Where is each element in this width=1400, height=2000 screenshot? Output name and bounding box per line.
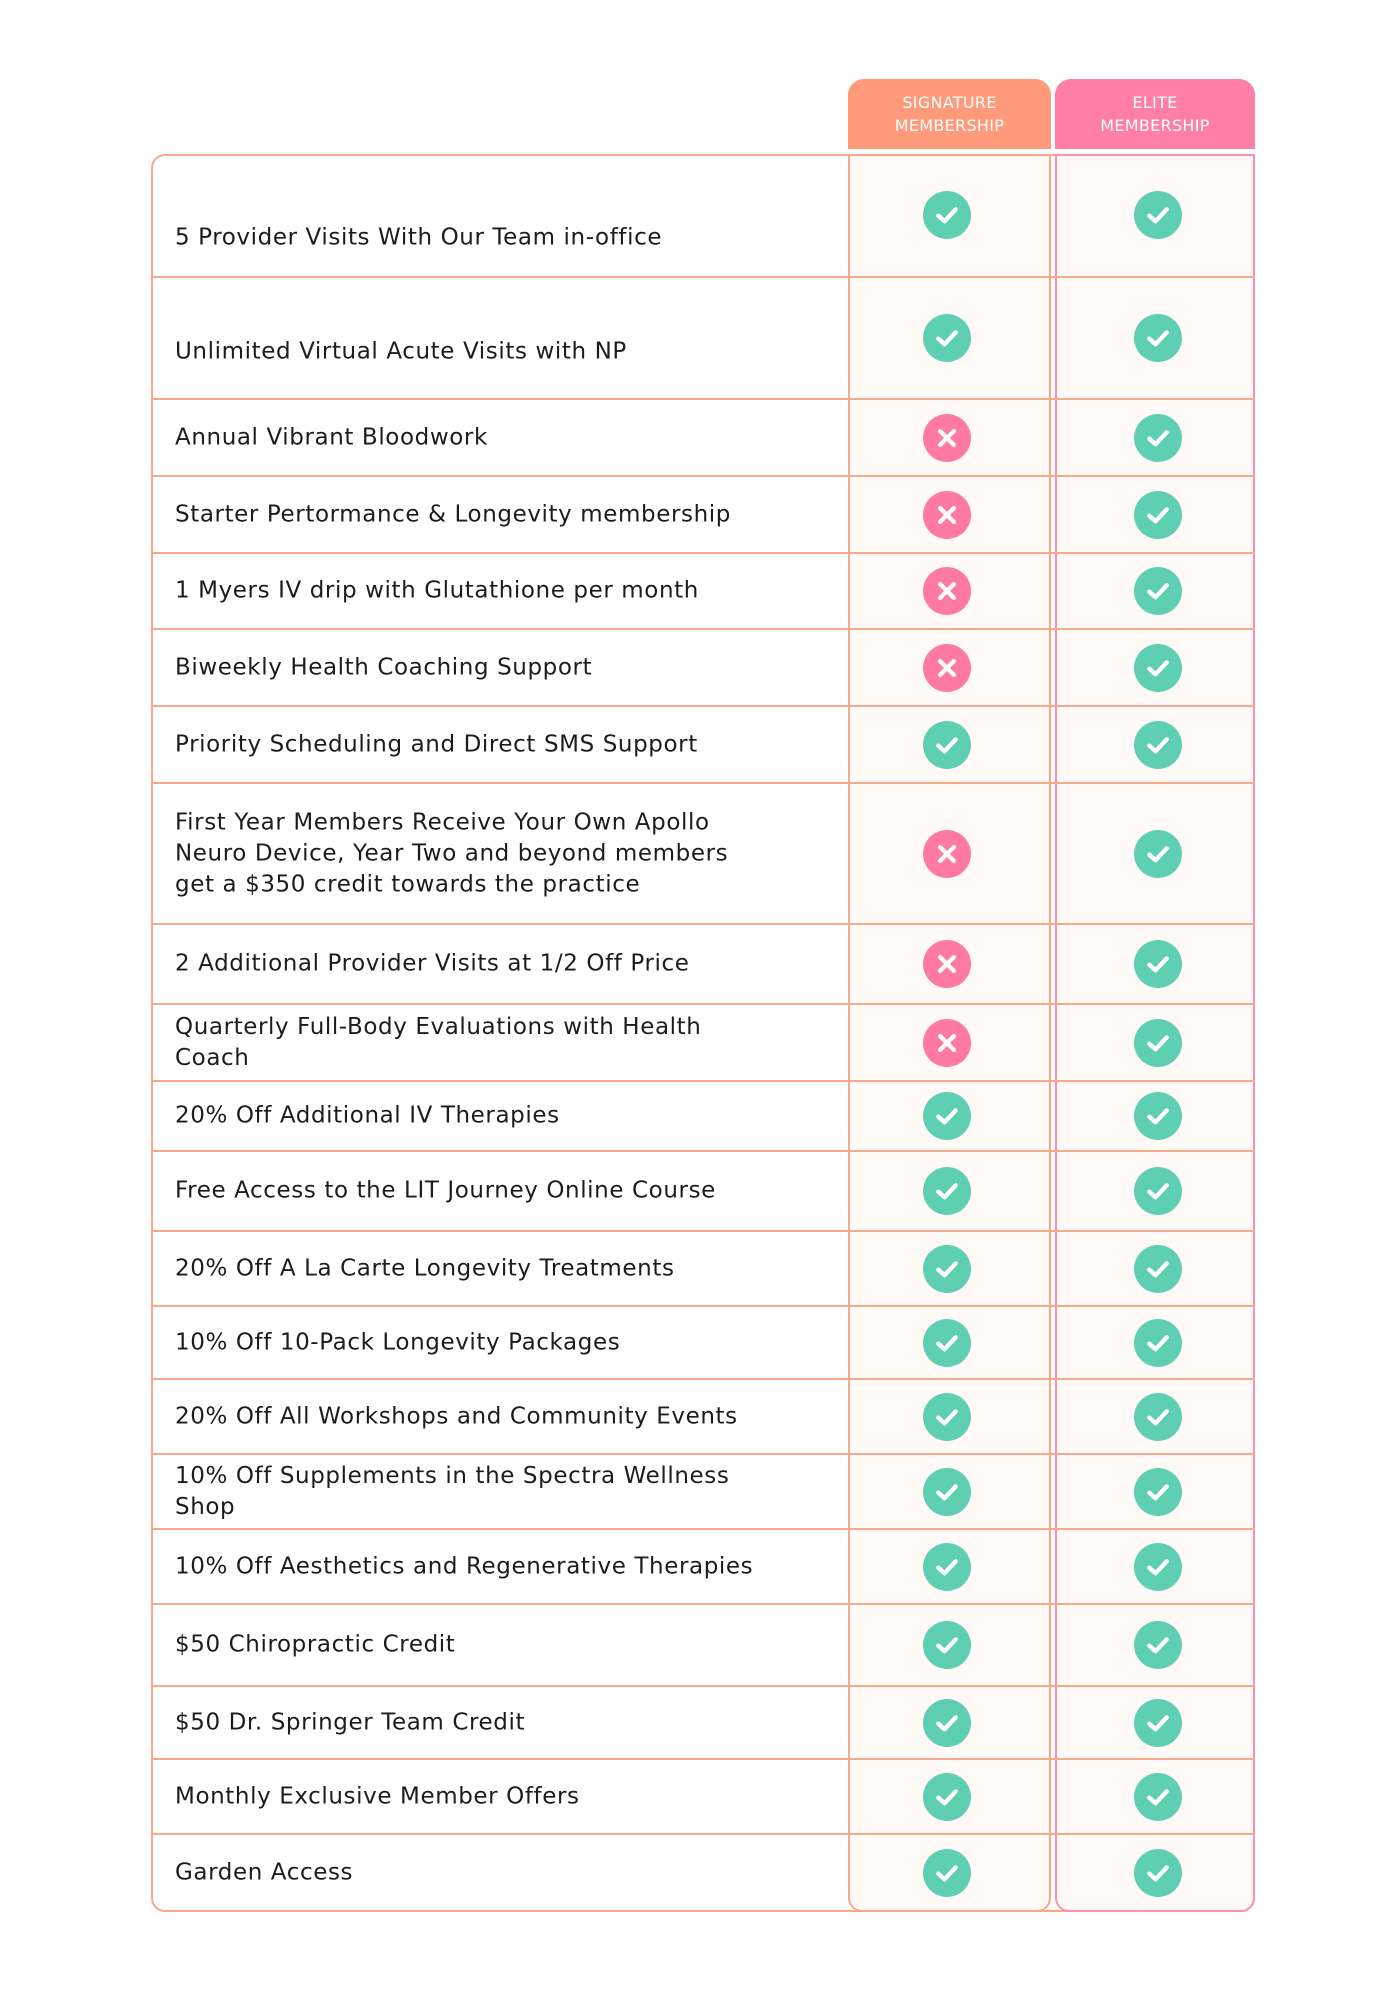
- x-icon: [923, 491, 971, 539]
- table-row: [151, 784, 1255, 925]
- check-icon: [1134, 1849, 1182, 1897]
- check-icon: [923, 1849, 971, 1897]
- check-icon: [1134, 1019, 1182, 1067]
- table-row: [151, 1760, 1255, 1835]
- feature-label: Biweekly Health Coaching Support: [175, 654, 593, 680]
- check-icon: [1134, 1543, 1182, 1591]
- check-icon: [923, 1543, 971, 1591]
- table-row: [151, 1152, 1255, 1232]
- feature-label: 10% Off Supplements in the Spectra Wellness Shop: [175, 1462, 730, 1520]
- feature-label: First Year Members Receive Your Own Apollo Neuro Device, Year Two and beyond members get a $350 credit towards the practice: [175, 809, 729, 897]
- table-row: [151, 1082, 1255, 1152]
- x-icon: [923, 940, 971, 988]
- check-icon: [1134, 1621, 1182, 1669]
- signature-header-label: SIGNATURE MEMBERSHIP: [894, 93, 1005, 135]
- feature-label: Garden Access: [175, 1859, 354, 1885]
- check-icon: [923, 1468, 971, 1516]
- feature-label: 5 Provider Visits With Our Team in-office: [175, 224, 663, 251]
- check-icon: [1134, 721, 1182, 769]
- feature-label: Unlimited Virtual Acute Visits with NP: [175, 338, 627, 365]
- table-row: [151, 1687, 1255, 1760]
- check-icon: [1134, 1393, 1182, 1441]
- table-row: [151, 1005, 1255, 1082]
- table-row: [151, 707, 1255, 784]
- table-row: [151, 477, 1255, 554]
- check-icon: [1134, 940, 1182, 988]
- check-icon: [923, 1245, 971, 1293]
- check-icon: [1134, 644, 1182, 692]
- check-icon: [1134, 1773, 1182, 1821]
- elite-header-label: ELITE MEMBERSHIP: [1100, 93, 1210, 135]
- feature-label: Annual Vibrant Bloodwork: [175, 424, 488, 450]
- feature-label: 20% Off Additional IV Therapies: [175, 1102, 560, 1129]
- check-icon: [1134, 191, 1182, 239]
- feature-label: Monthly Exclusive Member Offers: [175, 1783, 580, 1809]
- feature-label: Quarterly Full-Body Evaluations with Health Coach: [175, 1013, 702, 1071]
- check-icon: [1134, 1699, 1182, 1747]
- x-icon: [923, 1019, 971, 1067]
- table-row: [151, 1455, 1255, 1530]
- check-icon: [1134, 830, 1182, 878]
- check-icon: [923, 1773, 971, 1821]
- elite-membership-header: [1055, 79, 1255, 149]
- check-icon: [923, 1092, 971, 1140]
- x-icon: [923, 567, 971, 615]
- feature-label: Starter Pertormance & Longevity membership: [175, 501, 731, 527]
- feature-label: 2 Additional Provider Visits at 1/2 Off Price: [175, 950, 690, 977]
- check-icon: [1134, 1319, 1182, 1367]
- check-icon: [923, 1393, 971, 1441]
- table-row: [151, 400, 1255, 477]
- x-icon: [923, 644, 971, 692]
- feature-label: Free Access to the LIT Journey Online Course: [175, 1177, 716, 1204]
- check-icon: [1134, 567, 1182, 615]
- check-icon: [923, 1621, 971, 1669]
- table-row: [151, 1530, 1255, 1605]
- table-row: [151, 1835, 1255, 1910]
- feature-label: 1 Myers IV drip with Glutathione per month: [175, 577, 699, 604]
- feature-label: Priority Scheduling and Direct SMS Support: [175, 731, 698, 757]
- check-icon: [923, 1167, 971, 1215]
- check-icon: [1134, 1245, 1182, 1293]
- check-icon: [923, 314, 971, 362]
- check-icon: [923, 721, 971, 769]
- feature-label: $50 Dr. Springer Team Credit: [175, 1709, 526, 1735]
- table-row: [151, 630, 1255, 707]
- feature-label: 20% Off A La Carte Longevity Treatments: [175, 1255, 675, 1281]
- table-row: [151, 1605, 1255, 1687]
- table-row: [151, 278, 1255, 400]
- check-icon: [1134, 1468, 1182, 1516]
- check-icon: [1134, 1092, 1182, 1140]
- table-row: [151, 554, 1255, 630]
- table-row: [151, 1307, 1255, 1380]
- table-row: [151, 154, 1255, 278]
- feature-label: 10% Off Aesthetics and Regenerative Therapies: [175, 1553, 754, 1579]
- check-icon: [1134, 414, 1182, 462]
- signature-membership-header: [848, 79, 1051, 149]
- feature-label: 10% Off 10-Pack Longevity Packages: [175, 1329, 621, 1355]
- table-row: [151, 925, 1255, 1005]
- feature-label: $50 Chiropractic Credit: [175, 1631, 456, 1658]
- feature-label: 20% Off All Workshops and Community Events: [175, 1403, 738, 1429]
- check-icon: [923, 1699, 971, 1747]
- table-row: [151, 1232, 1255, 1307]
- x-icon: [923, 830, 971, 878]
- check-icon: [1134, 491, 1182, 539]
- check-icon: [1134, 314, 1182, 362]
- check-icon: [923, 1319, 971, 1367]
- check-icon: [923, 191, 971, 239]
- x-icon: [923, 414, 971, 462]
- check-icon: [1134, 1167, 1182, 1215]
- table-row: [151, 1380, 1255, 1455]
